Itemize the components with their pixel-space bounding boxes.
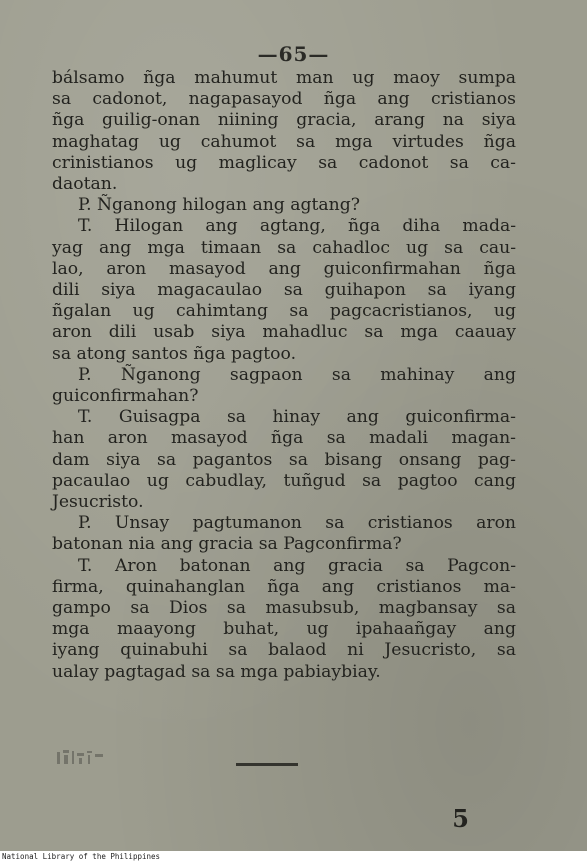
text-line: ualay pagtagad sa sa mga pabiaybiay. (52, 661, 381, 682)
text-line: dili siya magacaulao sa guihapon sa iyang (52, 280, 516, 301)
text-line: maghatag ug cahumot sa mga virtudes ñga (52, 131, 516, 152)
answer-line: T. Guisagpa sa hinay ang guiconfirma- (78, 407, 516, 428)
text-line: han aron masayod ñga sa madali magan- (52, 428, 516, 449)
scan-credit: National Library of the Philippines (2, 852, 161, 861)
text-line: ñgalan ug cahimtang sa pagcacristianos, ug (52, 301, 516, 322)
text-line: guiconfirmahan? (52, 386, 199, 407)
smudge-mark-icon (55, 746, 109, 768)
text-line: aron dili usab siya mahadluc sa mga caauay (52, 322, 516, 343)
text-line: Jesucristo. (52, 492, 144, 513)
text-line: crinistianos ug maglicay sa cadonot sa ca- (52, 152, 516, 173)
text-line: iyang quinabuhi sa balaod ni Jesucristo, sa (52, 640, 516, 661)
text-line: batonan nia ang gracia sa Pagconfirma? (52, 534, 402, 555)
text-line: firma, quinahanglan ñga ang cristianos ma- (52, 576, 516, 597)
text-line: sa atong santos ñga pagtoo. (52, 343, 297, 364)
ink-smudge (55, 746, 109, 768)
answer-line: T. Aron batonan ang gracia sa Pagcon- (78, 555, 516, 576)
page-number: —65— (257, 42, 330, 66)
question-line: P. Ñganong hilogan ang agtang? (78, 195, 360, 216)
text-line: mga maayong buhat, ug ipahaañgay ang (52, 619, 516, 640)
text-line: bálsamo ñga mahumut man ug maoy sumpa (52, 68, 516, 88)
text-line: ñga guilig-onan niining gracia, arang na siya (52, 110, 516, 131)
question-line: P. Unsay pagtumanon sa cristianos aron (78, 513, 516, 534)
section-divider (236, 763, 298, 766)
answer-line: T. Hilogan ang agtang, ñga diha mada- (78, 216, 516, 237)
text-line: yag ang mga timaan sa cahadloc ug sa cau- (52, 237, 516, 258)
text-line: dam siya sa pagantos sa bisang onsang pag- (52, 449, 516, 470)
text-line: pacaulao ug cabudlay, tuñgud sa pagtoo cang (52, 470, 516, 491)
text-line: daotan. (52, 174, 118, 195)
text-line: lao, aron masayod ang guiconfirmahan ñga (52, 258, 516, 279)
text-line: sa cadonot, nagapasayod ñga ang cristianos (52, 89, 516, 110)
signature-mark: 5 (452, 804, 469, 833)
text-line: gampo sa Dios sa masubsub, magbansay sa (52, 598, 516, 619)
body-text (52, 68, 516, 683)
question-line: P. Ñganong sagpaon sa mahinay ang (78, 364, 516, 385)
